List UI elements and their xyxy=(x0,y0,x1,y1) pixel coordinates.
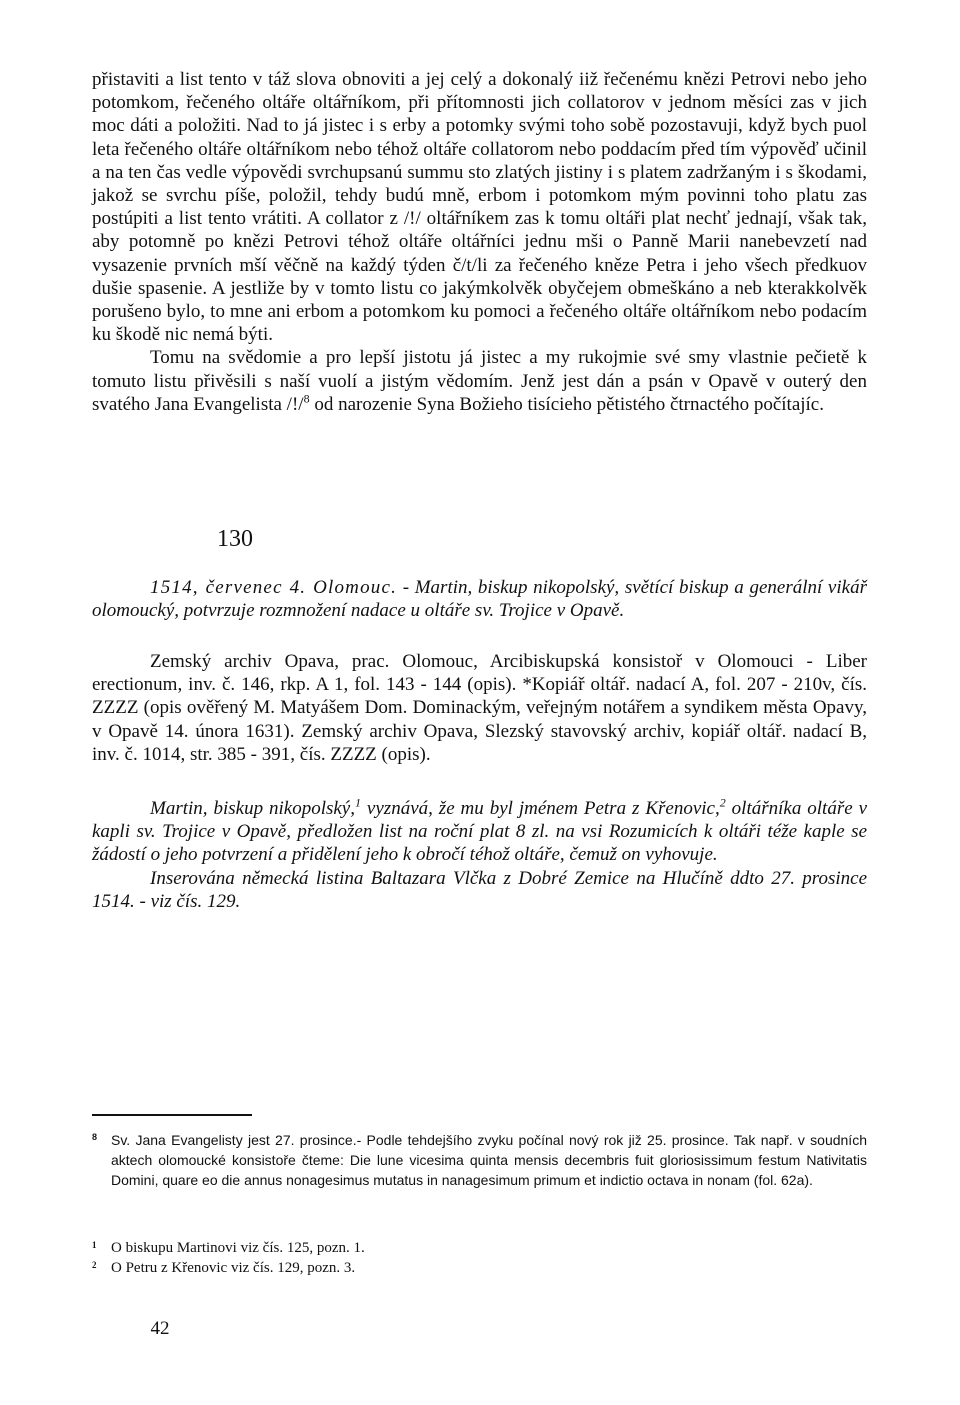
footnote-text: O biskupu Martinovi viz čís. 125, pozn. 1. xyxy=(111,1240,365,1256)
charter-closing-paragraph xyxy=(92,346,867,416)
charter-continuation xyxy=(92,68,867,416)
footnote-divider xyxy=(92,1114,252,1116)
document-summary xyxy=(92,797,867,913)
summary-text-b: vyznává, že mu byl jménem Petra z Křenovic, xyxy=(361,798,720,819)
footnote-2 xyxy=(92,1258,867,1278)
summary-text-a: Martin, biskup nikopolský, xyxy=(150,798,355,819)
footnote-ref-8: 8 xyxy=(303,391,310,406)
summary-text-c: oltářníka oltáře v kapli sv. Trojice v Opavě, předložen list na roční plat 8 zl. na vsi Rozumicích k oltáři téže kaple se žádostí o jeho potvrzení a přidělení jeho k obročí téhož oltáře, čemuž on vyhovuje. xyxy=(92,798,868,866)
date-place: 1514, červenec 4. Olomouc. xyxy=(150,577,398,598)
footnote-8 xyxy=(92,1130,867,1190)
footnote-ref-2: 2 xyxy=(719,795,726,810)
footnote-mark: 2 xyxy=(92,1260,97,1270)
footnote-text: Sv. Jana Evangelisty jest 27. prosince.- Podle tehdejšího zvyku počínal nový rok již 25. prosince. Tak např. v soudních aktech olomoucké konsistoře čteme: Die lune vicesima quinta mensis decembris fuit gloriosissimum festum Nativitatis Domini, quare eo die annus nonagesimus mutatus in nanagesimum primum et indictio octava in nonam (fol. 62a). xyxy=(111,1132,867,1188)
footnote-1 xyxy=(92,1238,867,1258)
footnote-text: O Petru z Křenovic viz čís. 129, pozn. 3. xyxy=(111,1260,356,1276)
archival-sources: Zemský archiv Opava, prac. Olomouc, Arcibiskupská konsistoř v Olomouci - Liber erectionum, inv. č. 146, rkp. A 1, fol. 143 - 144 (opis). *Kopiář oltář. nadací A, fol. 207 - 210v, čís. ZZZZ (opis ověřený M. Matyášem Dom. Dominackým, veřejným notářem a syndikem města Opavy, v Opavě 14. února 1631). Zemský archiv Opava, Slezský stavovský archiv, kopiář oltář. nadací B, inv. č. 1014, str. 385 - 391, čís. ZZZZ (opis). xyxy=(92,651,867,765)
document-number: 130 xyxy=(217,526,253,552)
regest-title: - Martin, biskup nikopolský, světící biskup a generální vikář olomoucký, potvrzuje rozmnožení nadace u oltáře sv. Trojice v Opavě. xyxy=(92,577,867,622)
insert-note: Inserována německá listina Baltazara Vlčka z Dobré Zemice na Hlučíně ddto 27. prosince 1514. - viz čís. 129. xyxy=(92,867,867,912)
page-number: 42 xyxy=(150,1318,170,1339)
closing-text-end: od narozenie Syna Božieho tisícieho pětistého čtrnactého počítajíc. xyxy=(309,393,824,415)
footnote-ref-1: 1 xyxy=(355,795,361,810)
charter-paragraph: přistaviti a list tento v táž slova obnoviti a jej celý a dokonalý iiž řečenému knězi Petrovi nebo jeho potomkom, řečeného oltáře oltářníkom, při přítomnosti jich collatorov v jednom měsíci zas v jich moc dáti a položiti. Nad to já jistec i s erby a potomky svými toho sobě pozostavuji, když bych puol leta řečeného oltáře oltářníkom nebo téhož oltáře collatorom nebo poddacím před tím výpověď učinil a na ten čas vedle výpovědi svrchupsanú summu sto zlatých jistiny i s platem zadržaným i s škodami, jakož se svrchu píše, položil, tehdy budú mně, erbom i potomkom mým povinni toho platu zas postúpiti a list tento vrátiti. A collator z /!/ oltářníkem zas k tomu oltáři plat nechť jednají, však tak, aby potomně po knězi Petrovi téhož oltáře oltářníci jednu mši o Panně Marii nanebevzetí nad vysazenie prvních mší věčně na každý týden č/t/li za řečeného kněze Petra i jeho všech předkuov dušie spasenie. A jestliže by v tomto listu co jakýmkolvěk obyčejem obmeškáno a neb kterakkolvěk porušeno bylo, to mne ani erbom a potomkom ku pomoci a řečeného oltáře oltářníkom nebo podacím ku škodě nic nemá býti. xyxy=(92,69,867,346)
summary-paragraph xyxy=(92,797,867,867)
regest-heading xyxy=(92,576,867,622)
footnote-mark: 8 xyxy=(92,1132,98,1142)
footnote-mark: 1 xyxy=(92,1240,97,1250)
closing-text: Tomu na svědomie a pro lepší jistotu já jistec a my rukojmie své smy vlastnie pečietě k tomuto listu přivěsili s naší vuolí a jistým vědomím. Jenž jest dán a psán v Opavě v outerý den svatého Jana Evangelista /!/ xyxy=(92,347,867,415)
